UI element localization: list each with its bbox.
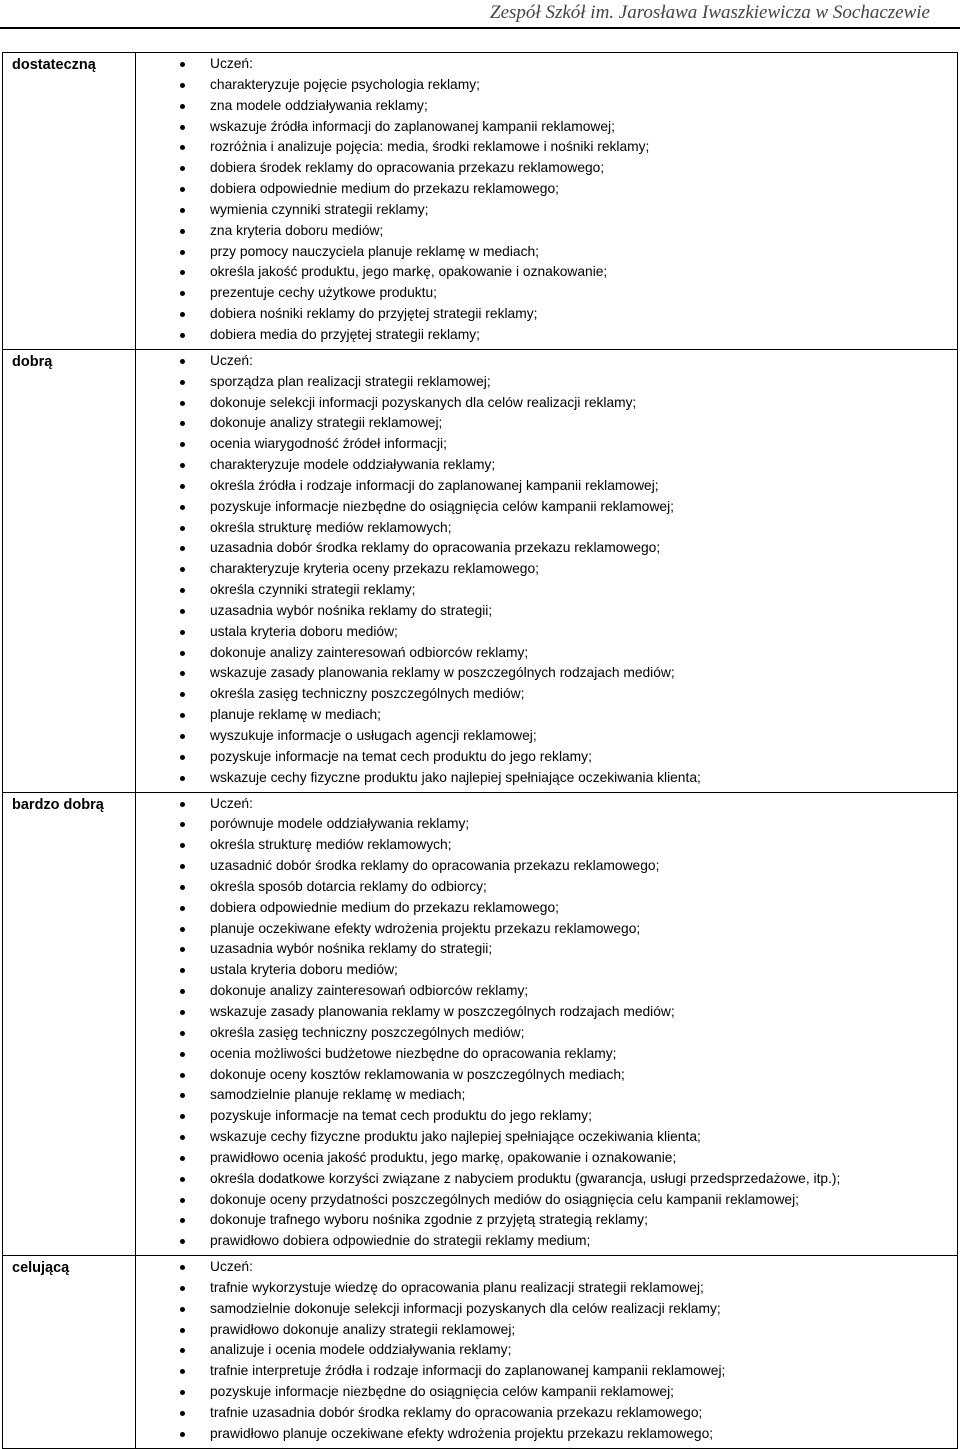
list-item-text: uzasadnić dobór środka reklamy do opracowania przekazu reklamowego; [210, 858, 660, 874]
list-item-text: ocenia wiarygodność źródeł informacji; [210, 436, 447, 452]
list-item [136, 981, 957, 1002]
list-item-text: pozyskuje informacje niezbędne do osiągnięcia celów kampanii reklamowej; [210, 1384, 674, 1400]
bullet-icon [180, 145, 185, 150]
list-item-text: pozyskuje informacje na temat cech produktu do jego reklamy; [210, 1108, 592, 1124]
criteria-list [136, 351, 957, 789]
list-item-text: określa czynniki strategii reklamy; [210, 582, 416, 598]
bullet-icon [180, 755, 185, 760]
list-item [136, 1023, 957, 1044]
grade-label: celującą [3, 1256, 136, 1449]
list-item [136, 1278, 957, 1299]
bullet-icon [180, 713, 185, 718]
bullet-icon [180, 927, 185, 932]
list-item [136, 643, 957, 664]
bullet-icon [180, 947, 185, 952]
list-item [136, 1148, 957, 1169]
list-item-text: prawidłowo dobiera odpowiednie do strategii reklamy medium; [210, 1233, 591, 1249]
bullet-icon [180, 822, 185, 827]
list-item-text: porównuje modele oddziaływania reklamy; [210, 816, 470, 832]
list-item-text: wskazuje źródła informacji do zaplanowanej kampanii reklamowej; [210, 118, 615, 134]
bullet-icon [180, 166, 185, 171]
bullet-icon [180, 1177, 185, 1182]
bullet-icon [180, 229, 185, 234]
list-item-text: dobiera środek reklamy do opracowania przekazu reklamowego; [210, 160, 605, 176]
list-item-text: wyszukuje informacje o usługach agencji reklamowej; [210, 728, 537, 743]
bullet-icon [180, 1010, 185, 1015]
bullet-icon [180, 1073, 185, 1078]
grade-label: bardzo dobrą [3, 792, 136, 1256]
list-item [136, 580, 957, 601]
list-item-text: uzasadnia wybór nośnika reklamy do strategii; [210, 602, 493, 618]
bullet-icon [180, 776, 185, 781]
list-item-text: dobiera odpowiednie medium do przekazu reklamowego; [210, 181, 559, 197]
list-item [136, 856, 957, 877]
list-item-text: wskazuje zasady planowania reklamy w poszczególnych rodzajach mediów; [210, 665, 675, 681]
list-item [136, 794, 957, 815]
bullet-icon [180, 333, 185, 338]
list-item-text: samodzielnie planuje reklamę w mediach; [210, 1087, 466, 1103]
bullet-icon [180, 1156, 185, 1161]
list-item-text: ustala kryteria doboru mediów; [210, 623, 398, 639]
list-item-text: dokonuje trafnego wyboru nośnika zgodnie z przyjętą strategią reklamy; [210, 1212, 648, 1228]
list-item-text: dobiera nośniki reklamy do przyjętej strategii reklamy; [210, 306, 538, 322]
bullet-icon [180, 380, 185, 385]
bullet-icon [180, 187, 185, 192]
list-item [136, 476, 957, 497]
list-item [136, 351, 957, 372]
bullet-icon [180, 442, 185, 447]
list-item-text: analizuje i ocenia modele oddziaływania reklamy; [210, 1342, 512, 1358]
criteria-list [136, 1257, 957, 1445]
list-item [136, 1340, 957, 1361]
bullet-icon [180, 1218, 185, 1223]
bullet-icon [180, 208, 185, 213]
bullet-icon [180, 291, 185, 296]
bullet-icon [180, 125, 185, 130]
criteria-cell [136, 1256, 958, 1449]
list-item [136, 137, 957, 158]
list-item [136, 75, 957, 96]
bullet-icon [180, 1052, 185, 1057]
list-item [136, 622, 957, 643]
list-item [136, 939, 957, 960]
list-item [136, 1403, 957, 1424]
bullet-icon [180, 1411, 185, 1416]
list-item-text: dokonuje analizy strategii reklamowej; [210, 415, 443, 431]
list-item-text: planuje reklamę w mediach; [210, 707, 382, 723]
bullet-icon [180, 1369, 185, 1374]
list-item [136, 179, 957, 200]
grade-table-body [3, 53, 958, 1449]
list-item [136, 1106, 957, 1127]
list-item-text: charakteryzuje modele oddziaływania reklamy; [210, 457, 496, 473]
list-item [136, 393, 957, 414]
list-item [136, 304, 957, 325]
list-item [136, 835, 957, 856]
list-item [136, 325, 957, 346]
bullet-icon [180, 1390, 185, 1395]
grade-label: dobrą [3, 349, 136, 792]
bullet-icon [180, 968, 185, 973]
bullet-icon [180, 526, 185, 531]
bullet-icon [180, 864, 185, 869]
list-item [136, 1127, 957, 1148]
list-item [136, 518, 957, 539]
list-item-text: dokonuje selekcji informacji pozyskanych dla celów realizacji reklamy; [210, 394, 637, 410]
bullet-icon [180, 1432, 185, 1437]
list-item-text: określa strukturę mediów reklamowych; [210, 519, 452, 535]
list-item-text: trafnie interpretuje źródła i rodzaje informacji do zaplanowanej kampanii reklamowej; [210, 1363, 726, 1379]
list-item-text: sporządza plan realizacji strategii reklamowej; [210, 373, 491, 389]
list-item-text: wskazuje zasady planowania reklamy w poszczególnych rodzajach mediów; [210, 1003, 675, 1019]
list-item [136, 1361, 957, 1382]
bullet-icon [180, 270, 185, 275]
list-item-text: dokonuje oceny przydatności poszczególnych mediów do osiągnięcia celu kampanii reklamowej; [210, 1191, 799, 1207]
bullet-icon [180, 588, 185, 593]
list-item [136, 726, 957, 747]
list-item-text: pozyskuje informacje na temat cech produktu do jego reklamy; [210, 748, 592, 764]
list-item [136, 1085, 957, 1106]
list-item [136, 960, 957, 981]
list-item [136, 158, 957, 179]
list-item [136, 1044, 957, 1065]
list-item [136, 559, 957, 580]
list-item [136, 768, 957, 789]
list-item-text: wskazuje cechy fizyczne produktu jako najlepiej spełniające oczekiwania klienta; [210, 769, 701, 785]
list-item-text: planuje oczekiwane efekty wdrożenia projektu przekazu reklamowego; [210, 920, 641, 936]
list-item-text: dobiera media do przyjętej strategii reklamy; [210, 326, 480, 342]
list-item-text: Uczeń: [210, 1259, 253, 1275]
list-item [136, 1320, 957, 1341]
list-item [136, 372, 957, 393]
bullet-icon [180, 1114, 185, 1119]
bullet-icon [180, 671, 185, 676]
list-item [136, 434, 957, 455]
list-item [136, 1210, 957, 1231]
list-item-text: prawidłowo dokonuje analizy strategii reklamowej; [210, 1321, 516, 1337]
bullet-icon [180, 567, 185, 572]
list-item-text: dokonuje oceny kosztów reklamowania w poszczególnych mediach; [210, 1066, 625, 1082]
list-item [136, 877, 957, 898]
bullet-icon [180, 1348, 185, 1353]
list-item [136, 200, 957, 221]
list-item [136, 1002, 957, 1023]
list-item-text: wskazuje cechy fizyczne produktu jako najlepiej spełniające oczekiwania klienta; [210, 1129, 701, 1145]
bullet-icon [180, 359, 185, 364]
list-item [136, 413, 957, 434]
bullet-icon [180, 463, 185, 468]
list-item [136, 705, 957, 726]
list-item-text: określa strukturę mediów reklamowych; [210, 837, 452, 853]
list-item [136, 283, 957, 304]
bullet-icon [180, 1328, 185, 1333]
bullet-icon [180, 1239, 185, 1244]
list-item-text: określa jakość produktu, jego markę, opakowanie i oznakowanie; [210, 264, 608, 280]
bullet-icon [180, 843, 185, 848]
list-item [136, 117, 957, 138]
list-item-text: zna kryteria doboru mediów; [210, 222, 384, 238]
grade-row [3, 53, 958, 350]
list-item [136, 1424, 957, 1445]
list-item-text: Uczeń: [210, 352, 253, 368]
list-item [136, 1065, 957, 1086]
list-item-text: określa dodatkowe korzyści związane z nabyciem produktu (gwarancja, usługi przedsprzedażowe, itp.); [210, 1170, 841, 1186]
list-item-text: ustala kryteria doboru mediów; [210, 962, 398, 978]
bullet-icon [180, 421, 185, 426]
list-item-text: określa zasięg techniczny poszczególnych mediów; [210, 1024, 525, 1040]
bullet-icon [180, 1031, 185, 1036]
grade-criteria-table [2, 52, 958, 1449]
list-item [136, 1190, 957, 1211]
list-item-text: wymienia czynniki strategii reklamy; [210, 201, 429, 217]
list-item [136, 1257, 957, 1278]
bullet-icon [180, 651, 185, 656]
school-header: Zespół Szkół im. Jarosława Iwaszkiewicza w Sochaczewie [490, 2, 930, 23]
list-item-text: przy pomocy nauczyciela planuje reklamę w mediach; [210, 243, 539, 259]
bullet-icon [180, 484, 185, 489]
list-item-text: ocenia możliwości budżetowe niezbędne do opracowania reklamy; [210, 1045, 617, 1061]
bullet-icon [180, 1265, 185, 1270]
list-item-text: prezentuje cechy użytkowe produktu; [210, 285, 438, 301]
list-item [136, 919, 957, 940]
bullet-icon [180, 802, 185, 807]
bullet-icon [180, 401, 185, 406]
bullet-icon [180, 104, 185, 109]
list-item [136, 663, 957, 684]
list-item-text: trafnie wykorzystuje wiedzę do opracowania planu realizacji strategii reklamowej; [210, 1279, 704, 1295]
header-divider [0, 27, 960, 29]
list-item-text: określa zasięg techniczny poszczególnych mediów; [210, 686, 525, 702]
list-item [136, 538, 957, 559]
grade-label: dostateczną [3, 53, 136, 350]
list-item [136, 497, 957, 518]
list-item-text: Uczeń: [210, 795, 253, 811]
list-item [136, 455, 957, 476]
bullet-icon [180, 692, 185, 697]
bullet-icon [180, 1135, 185, 1140]
bullet-icon [180, 1093, 185, 1098]
list-item-text: prawidłowo planuje oczekiwane efekty wdrożenia projektu przekazu reklamowego; [210, 1425, 714, 1441]
criteria-list [136, 794, 957, 1253]
bullet-icon [180, 62, 185, 67]
list-item-text: rozróżnia i analizuje pojęcia: media, środki reklamowe i nośniki reklamy; [210, 139, 650, 155]
list-item [136, 684, 957, 705]
bullet-icon [180, 312, 185, 317]
list-item-text: pozyskuje informacje niezbędne do osiągnięcia celów kampanii reklamowej; [210, 498, 674, 514]
list-item-text: uzasadnia wybór nośnika reklamy do strategii; [210, 941, 493, 957]
list-item-text: uzasadnia dobór środka reklamy do opracowania przekazu reklamowego; [210, 540, 661, 556]
list-item-text: określa źródła i rodzaje informacji do zaplanowanej kampanii reklamowej; [210, 477, 659, 493]
list-item-text: dobiera odpowiednie medium do przekazu reklamowego; [210, 899, 559, 915]
bullet-icon [180, 885, 185, 890]
list-item [136, 1231, 957, 1252]
list-item [136, 601, 957, 622]
criteria-cell [136, 349, 958, 792]
list-item [136, 747, 957, 768]
bullet-icon [180, 734, 185, 739]
bullet-icon [180, 609, 185, 614]
list-item-text: dokonuje analizy zainteresowań odbiorców reklamy; [210, 644, 529, 660]
grade-row [3, 349, 958, 792]
bullet-icon [180, 250, 185, 255]
bullet-icon [180, 989, 185, 994]
list-item-text: dokonuje analizy zainteresowań odbiorców reklamy; [210, 983, 529, 999]
list-item-text: zna modele oddziaływania reklamy; [210, 97, 428, 113]
list-item-text: określa sposób dotarcia reklamy do odbiorcy; [210, 878, 487, 894]
list-item [136, 54, 957, 75]
list-item [136, 814, 957, 835]
grade-row [3, 792, 958, 1256]
bullet-icon [180, 505, 185, 510]
list-item [136, 1382, 957, 1403]
bullet-icon [180, 83, 185, 88]
criteria-cell [136, 792, 958, 1256]
bullet-icon [180, 1286, 185, 1291]
bullet-icon [180, 546, 185, 551]
list-item [136, 1169, 957, 1190]
list-item [136, 242, 957, 263]
list-item-text: prawidłowo ocenia jakość produktu, jego markę, opakowanie i oznakowanie; [210, 1149, 677, 1165]
list-item-text: Uczeń: [210, 56, 253, 71]
list-item-text: trafnie uzasadnia dobór środka reklamy do opracowania przekazu reklamowego; [210, 1405, 703, 1420]
bullet-icon [180, 1198, 185, 1203]
grade-row [3, 1256, 958, 1449]
bullet-icon [180, 906, 185, 911]
list-item [136, 221, 957, 242]
list-item [136, 1299, 957, 1320]
list-item [136, 898, 957, 919]
bullet-icon [180, 1307, 185, 1312]
criteria-list [136, 54, 957, 346]
criteria-cell [136, 53, 958, 350]
list-item-text: charakteryzuje pojęcie psychologia reklamy; [210, 76, 480, 92]
bullet-icon [180, 630, 185, 635]
list-item-text: samodzielnie dokonuje selekcji informacji pozyskanych dla celów realizacji reklamy; [210, 1300, 721, 1316]
list-item [136, 262, 957, 283]
list-item [136, 96, 957, 117]
list-item-text: charakteryzuje kryteria oceny przekazu reklamowego; [210, 561, 539, 577]
